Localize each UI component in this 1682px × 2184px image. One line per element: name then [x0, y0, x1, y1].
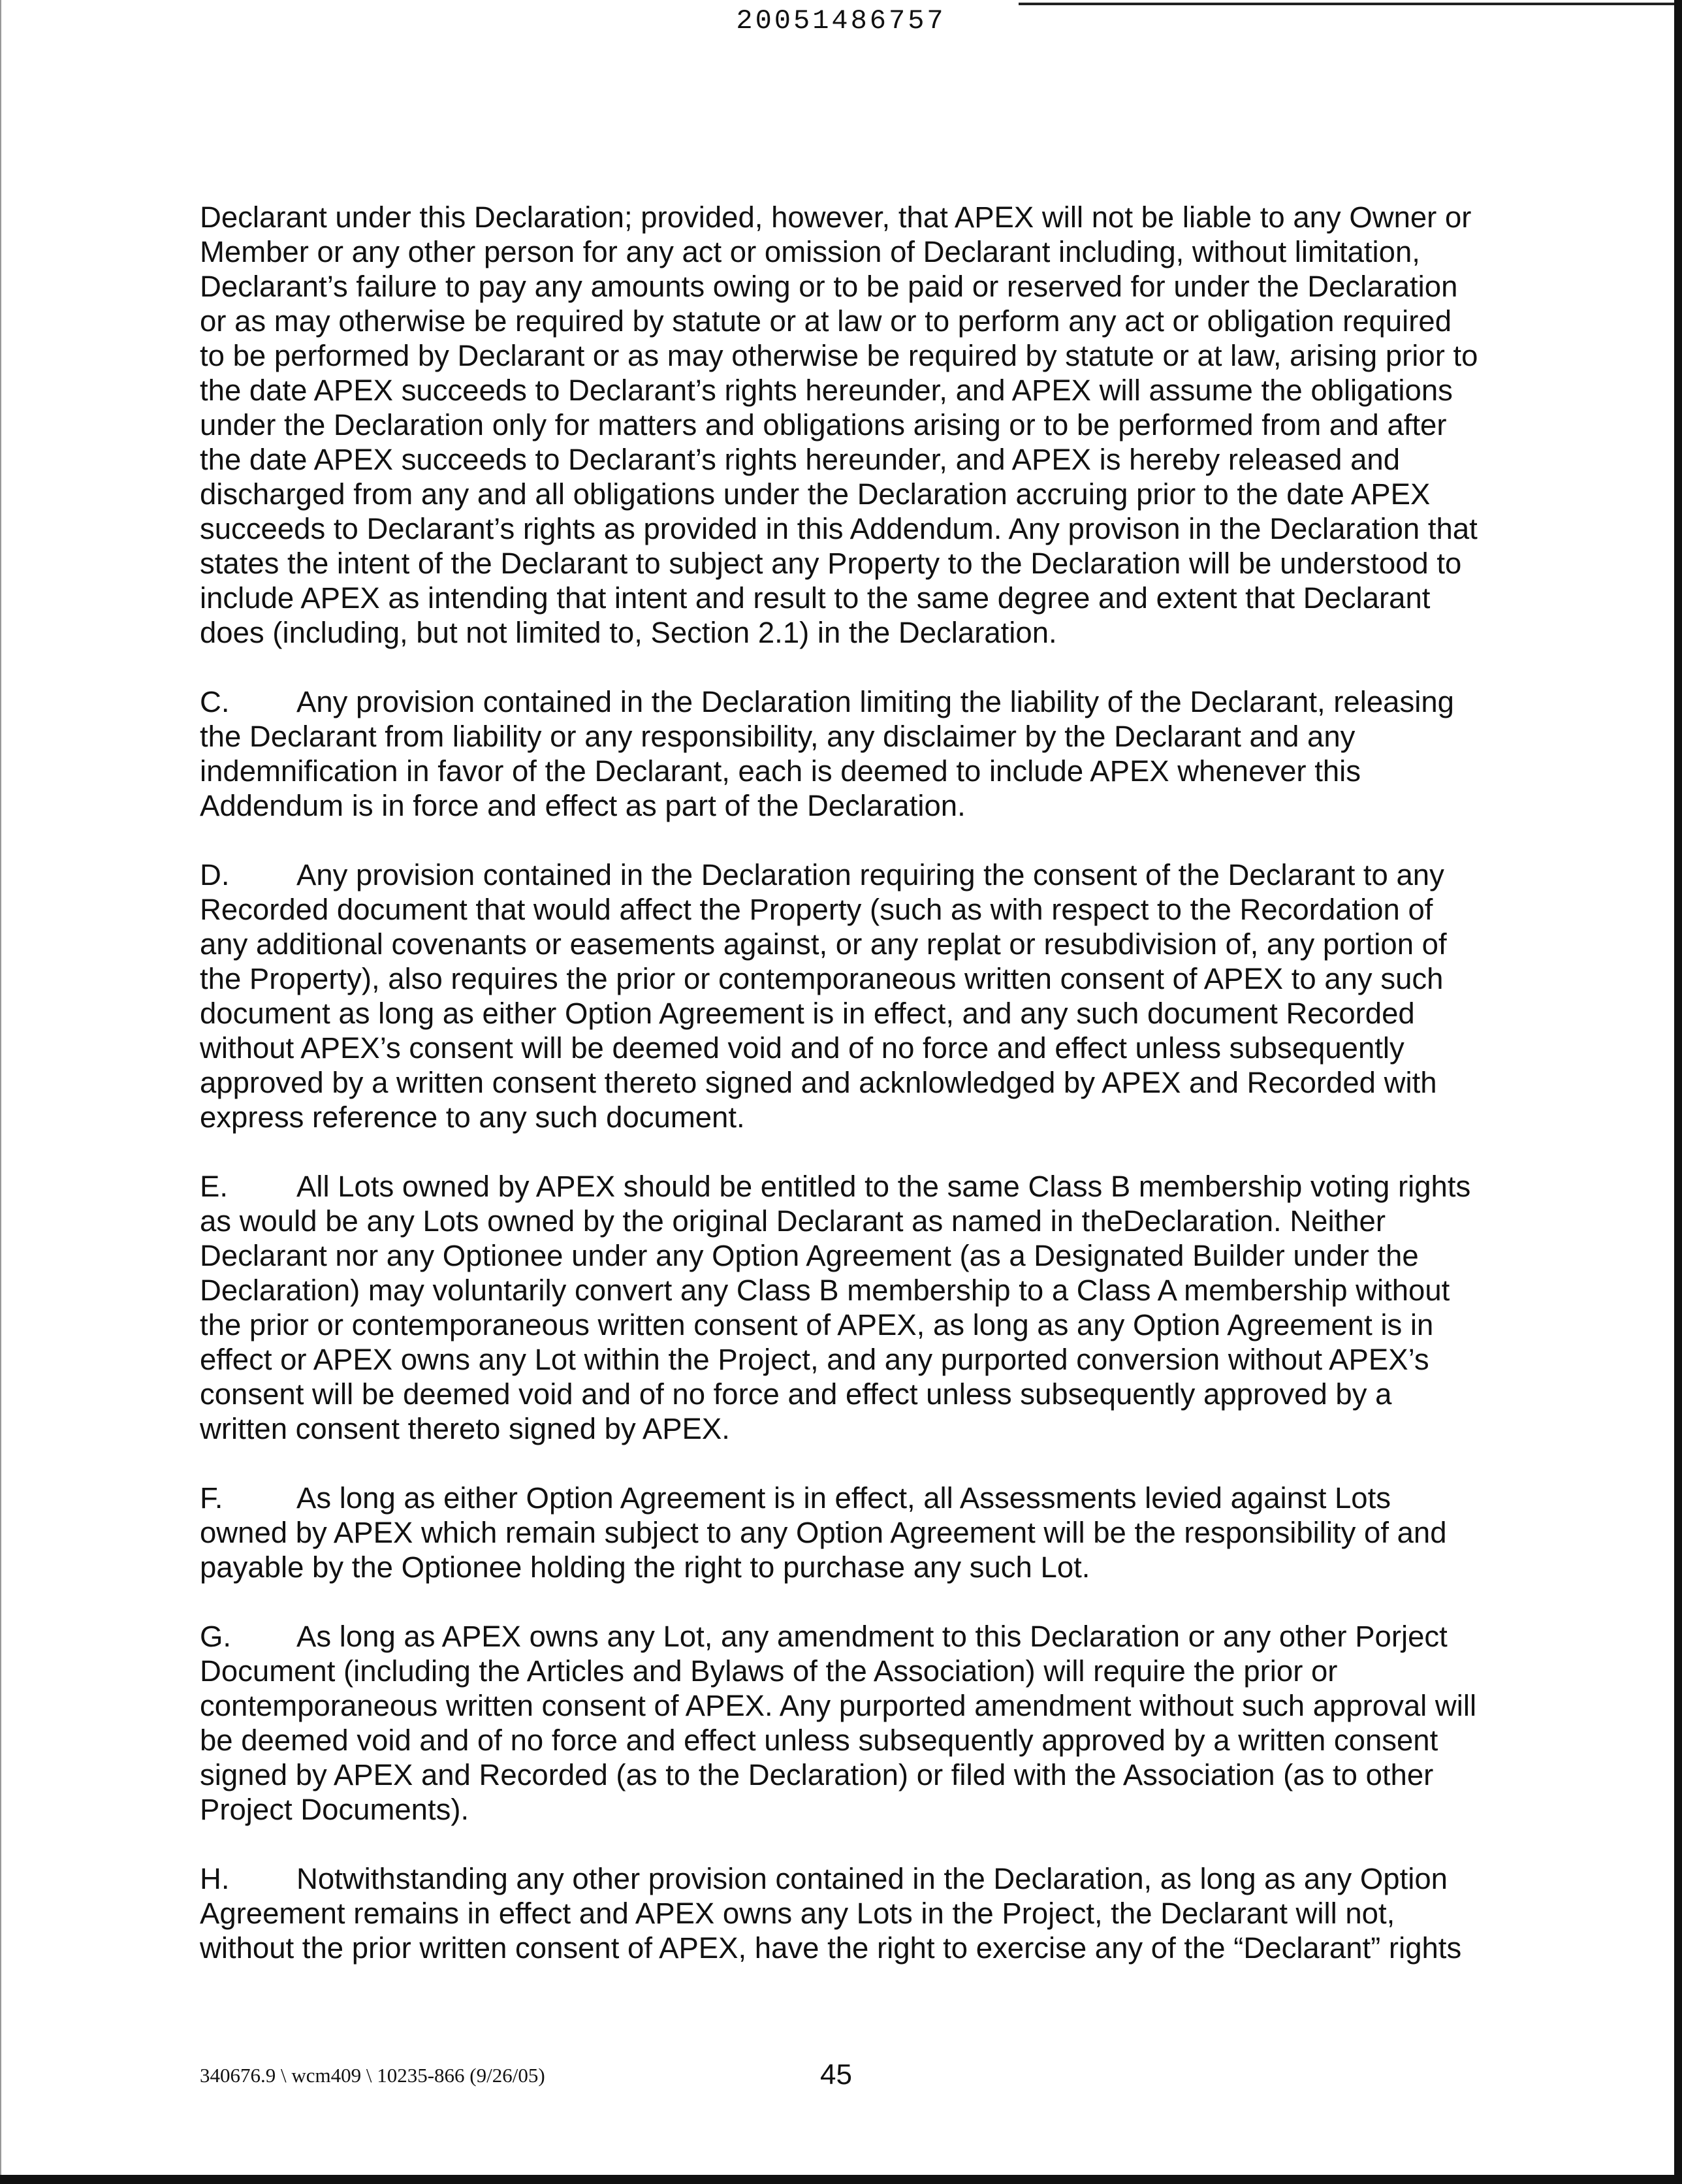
page-body [200, 200, 1480, 2000]
scan-left-edge [0, 0, 1, 2184]
paragraph-letter: D. [200, 858, 230, 891]
paragraph-text: As long as APEX owns any Lot, any amendment to this Declaration or any other Porject Document (including the Articles and Bylaws of the Association) will require the prior or contemporaneous written consent of APEX. Any purported amendment without such approval will be deemed void and of no force and effect unless subsequently approved by a written consent signed by APEX and Recorded (as to the Declaration) or filed with the Association (as to other Project Documents). [200, 1620, 1477, 1826]
scan-border-bottom [0, 2175, 1682, 2184]
footer-file-reference: 340676.9 \ wcm409 \ 10235-866 (9/26/05) [200, 2064, 545, 2087]
paragraph-letter: F. [200, 1481, 223, 1515]
paragraph-text: All Lots owned by APEX should be entitled to the same Class B membership voting rights as would be any Lots owned by the original Declarant as named in theDeclaration. Neither Declarant nor any Optionee under any Option Agreement (as a Designated Builder under the Declaration) may voluntarily convert any Class B membership to a Class A membership without the prior or contemporaneous written consent of APEX, as long as any Option Agreement is in effect or APEX owns any Lot within the Project, and any purported conversion without APEX’s consent will be deemed void and of no force and effect unless subsequently approved by a written consent thereto signed by APEX. [200, 1170, 1471, 1445]
paragraph-d [200, 858, 1480, 1134]
paragraph-letter: C. [200, 685, 230, 718]
paragraph-text: Any provision contained in the Declaration limiting the liability of the Declarant, releasing the Declarant from liability or any responsibility, any disclaimer by the Declarant and any indemnification in favor of the Declarant, each is deemed to include APEX whenever this Addendum is in force and effect as part of the Declaration. [200, 685, 1454, 822]
paragraph-text: Notwithstanding any other provision contained in the Declaration, as long as any Option Agreement remains in effect and APEX owns any Lots in the Project, the Declarant will not, without the prior written consent of APEX, have the right to exercise any of the “Declarant” rights [200, 1862, 1462, 1965]
continuation-paragraph: Declarant under this Declaration; provided, however, that APEX will not be liable to any Owner or Member or any other person for any act or omission of Declarant including, without limitation, Declarant’s failure to pay any amounts owing or to be paid or reserved for under the Declaration or as may otherwise be required by statute or at law or to perform any act or obligation required to be performed by Declarant or as may otherwise be required by statute or at law, arising prior to the date APEX succeeds to Declarant’s rights hereunder, and APEX will assume the obligations under the Declaration only for matters and obligations arising or to be performed from and after the date APEX succeeds to Declarant’s rights hereunder, and APEX is hereby released and discharged from any and all obligations under the Declaration accruing prior to the date APEX succeeds to Declarant’s rights as provided in this Addendum. Any provison in the Declaration that states the intent of the Declarant to subject any Property to the Declaration will be understood to include APEX as intending that intent and result to the same degree and extent that Declarant does (including, but not limited to, Section 2.1) in the Declaration. [200, 201, 1478, 649]
paragraph-f [200, 1481, 1480, 1584]
page-number: 45 [820, 2059, 852, 2091]
paragraph-letter: E. [200, 1170, 228, 1203]
paragraph-letter: G. [200, 1620, 232, 1653]
paragraph-letter: H. [200, 1862, 230, 1895]
scan-border-right [1674, 0, 1682, 2184]
paragraph-e [200, 1169, 1480, 1446]
paragraph-h [200, 1861, 1480, 1965]
paragraph-g [200, 1619, 1480, 1827]
paragraph-c [200, 684, 1480, 823]
paragraph-text: Any provision contained in the Declaration requiring the consent of the Declarant to any Recorded document that would affect the Property (such as with respect to the Recordation of any additional covenants or easements against, or any replat or resubdivision of, any portion of the Property), also requires the prior or contemporaneous written consent of APEX to any such document as long as either Option Agreement is in effect, and any such document Recorded without APEX’s consent will be deemed void and of no force and effect unless subsequently approved by a written consent thereto signed and acknlowledged by APEX and Recorded with express reference to any such document. [200, 858, 1447, 1134]
document-number: 20051486757 [736, 5, 946, 37]
paragraph-text: As long as either Option Agreement is in effect, all Assessments levied against Lots owned by APEX which remain subject to any Option Agreement will be the responsibility of and payable by the Optionee holding the right to purchase any such Lot. [200, 1481, 1447, 1584]
